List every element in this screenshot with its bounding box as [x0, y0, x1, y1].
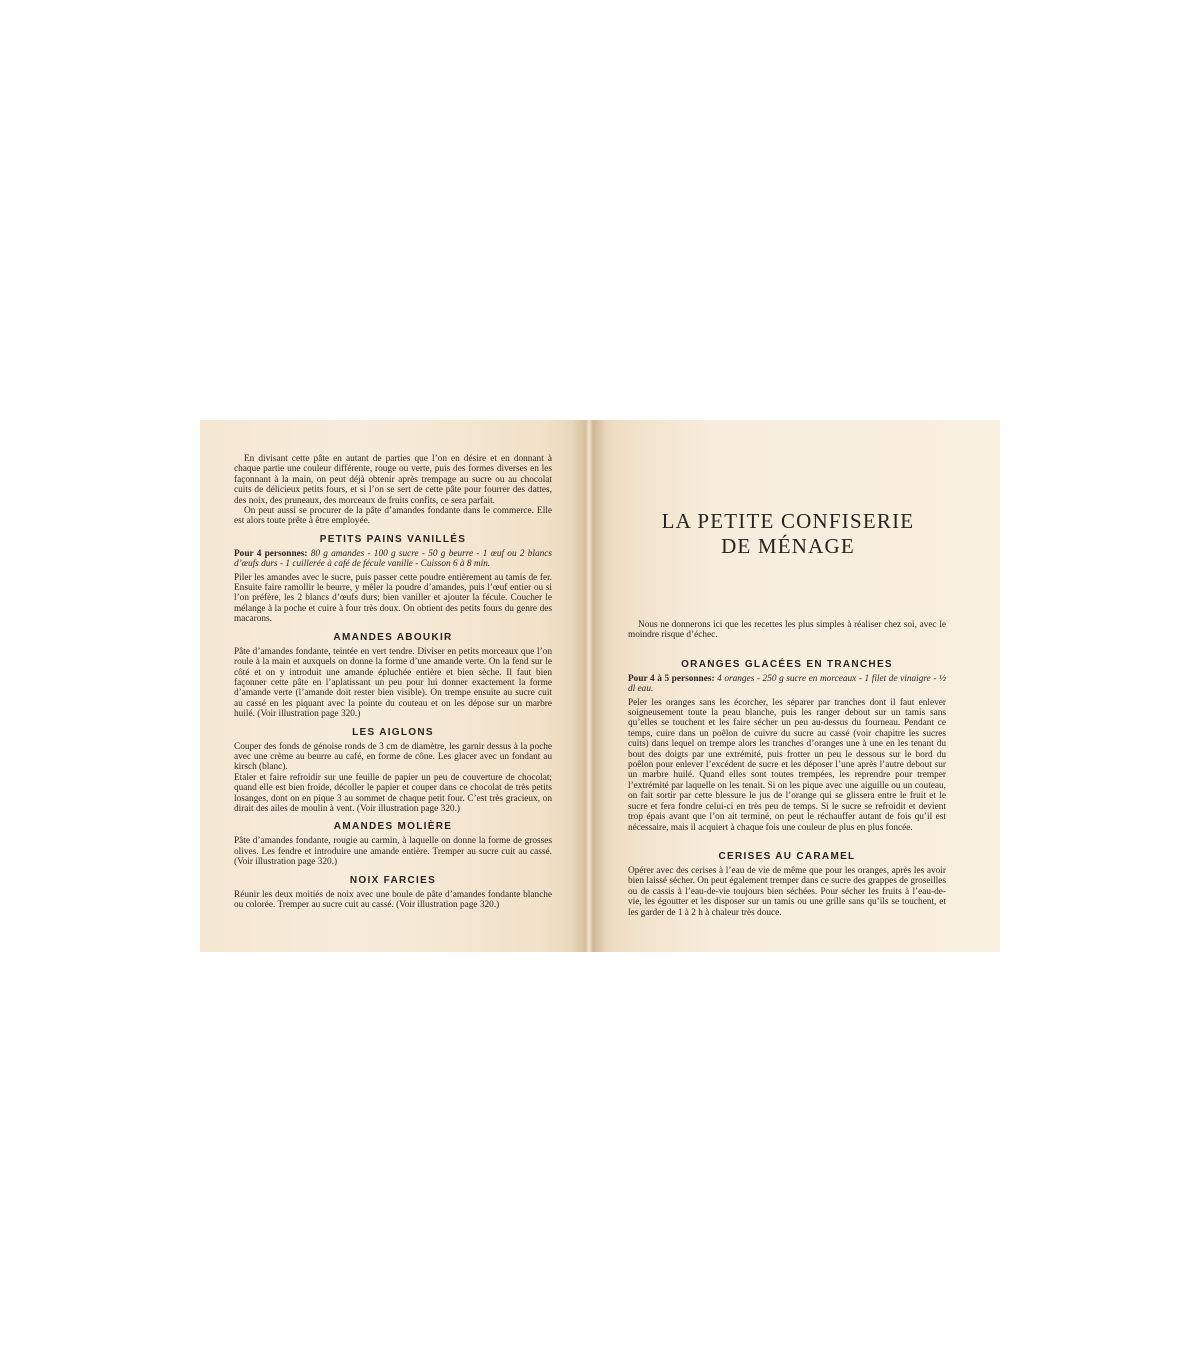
recipe-body-oranges: Peler les oranges sans les écorcher, les séparer par tranches dont il faut enlever soigneusement toute la peau blanche, puis les ranger debout sur un tamis sans qu’elles se touchent et les faire sécher un peu au-dessus du fourneau. Pendant ce temps, cuire dans un poêlon de cuivre du sucre au cassé (voir chapitre les sucres cuits) dans lequel on trempe alors les tranches d’oranges une à une en les tenant du bout des doigts par une extrémité, puis frotter un peu le dessous sur le bord du poêlon pour enlever l’excédent de sucre et les déposer l’une après l’autre debout sur un marbre huilé. Quand elles sont toutes trempées, les reprendre pour tremper l’extrémité par laquelle on les tenait. Si on les pique avec une aiguille ou un couteau, on fait sortir par cette blessure le jus de l’orange qui se glissera entre le fruit et le sucre et fera fondre celui-ci en très peu de temps. Si le sucre se refroidit et devient trop épais avant que l’on ait terminé, on peut le réchauffer autant de fois qu’il est nécessaire, mais il acquiert à chaque fois une couleur de plus en plus foncée. [628, 697, 946, 833]
recipe-body-noix-farcies: Réunir les deux moitiés de noix avec une boule de pâte d’amandes fondante blanche ou colorée. Tremper au sucre cuit au cassé. (Voir illustration page 320.) [234, 889, 552, 910]
yield-label: Pour 4 à 5 personnes: [628, 673, 715, 684]
book-spread [200, 420, 1000, 952]
recipe-title-petits-pains: PETITS PAINS VANILLÉS [319, 533, 467, 545]
left-column [234, 454, 552, 910]
ingredients-list: 80 g amandes - 100 g sucre - 50 g beurre - 1 œuf ou 2 blancs d’œufs durs - 1 cuillerée à café de fécule vanille - Cuisson 6 à 8 min. [234, 548, 552, 570]
yield-label: Pour 4 personnes: [234, 548, 308, 559]
right-column [628, 620, 946, 918]
chapter-intro: Nous ne donnerons ici que les recettes les plus simples à réaliser chez soi, avec le moindre risque d’échec. [628, 620, 946, 641]
chapter-title-line-2: DE MÉNAGE [721, 534, 855, 558]
book-gutter-shadow [572, 420, 606, 952]
ingredients-list: 4 oranges - 250 g sucre en morceaux - 1 filet de vinaigre - ½ dl eau. [628, 673, 946, 695]
recipe-yield-oranges [628, 674, 946, 695]
right-page [592, 420, 1000, 952]
recipe-body-aiglons-2: Etaler et faire refroidir sur une feuille de papier un peu de couverture de chocolat; quand elle est bien froide, décoller le papier et couper dans ce chocolat de très petits losanges, dont on en pique 3 au sommet de chaque petit four. C’est très gracieux, on dirait des ailes de moulin à vent. (Voir illustration page 320.) [234, 772, 552, 814]
recipe-title-oranges: ORANGES GLACÉES EN TRANCHES [681, 658, 893, 670]
recipe-body-aboukir: Pâte d’amandes fondante, teintée en vert tendre. Diviser en petits morceaux que l’on roule à la main et auxquels on donne la forme d’une amande verte. On la fend sur le côté et on y introduit une amande épluchée entière et bien sèche. Il faut bien façonner cette pâte en l’aplatissant un peu pour lui donner exactement la forme d’amande verte (l’amande doit rester bien visible). On trempe ensuite au sucre cuit au cassé en les piquant avec la pointe du couteau et on les dépose sur un marbre huilé. (Voir illustration page 320.) [234, 646, 552, 720]
recipe-title-moliere: AMANDES MOLIÈRE [333, 821, 453, 833]
recipe-body-petits-pains: Piler les amandes avec le sucre, puis passer cette poudre entièrement au tamis de fer. Ensuite faire ramollir le beurre, y mêler la poudre d’amandes, puis l’œuf entier ou si l’on préfère, les 2 blancs d’œufs durs; bien vaniller et ajouter la fécule. Coucher le mélange à la poche et cuire à four très doux. On obtient des petits fours du genre des macarons. [234, 572, 552, 625]
recipe-title-aiglons: LES AIGLONS [352, 726, 434, 738]
recipe-yield-petits-pains [234, 549, 552, 570]
recipe-body-moliere: Pâte d’amandes fondante, rougie au carmin, à laquelle on donne la forme de grosses olives. Les fendre et introduire une amande entière. Tremper au sucre cuit au cassé. (Voir illustration page 320.) [234, 836, 552, 868]
recipe-title-cerises: CERISES AU CARAMEL [718, 850, 856, 862]
intro-paragraph-2: On peut aussi se procurer de la pâte d’amandes fondante dans le commerce. Elle est alors toute prête à être employée. [234, 506, 552, 527]
chapter-title-line-1: LA PETITE CONFISERIE [661, 509, 915, 533]
recipe-title-aboukir: AMANDES ABOUKIR [333, 631, 453, 643]
recipe-body-cerises: Opérer avec des cerises à l’eau de vie de même que pour les oranges, après les avoir bien laissé sécher. On peut également tremper dans ce sucre des grappes de groseilles ou de cassis à l’eau-de-vie toujours bien séchées. Pour sécher les fruits à l’eau-de-vie, les égoutter et les disposer sur un tamis ou une grille sans qu’ils se touchent, et les garder de 1 à 2 h à chaleur très douce. [628, 865, 946, 918]
intro-paragraph-1: En divisant cette pâte en autant de parties que l’on en désire et en donnant à chaque partie une couleur différente, rouge ou verte, puis des formes diverses en les façonnant à la main, on peut déjà obtenir après trempage au sucre ou au chocolat cuits de délicieux petits fours, et si l’on se sert de cette pâte pour fourrer des dattes, des noix, des pruneaux, des morceaux de fruits confits, ce sera parfait. [234, 454, 552, 506]
recipe-title-noix-farcies: NOIX FARCIES [349, 874, 437, 886]
chapter-title [628, 509, 948, 559]
left-page [200, 420, 592, 952]
recipe-body-aiglons: Couper des fonds de génoise ronds de 3 cm de diamètre, les garnir dessus à la poche avec une crème au beurre au café, en forme de cône. Les glacer avec un fondant au kirsch (blanc). [234, 741, 552, 773]
